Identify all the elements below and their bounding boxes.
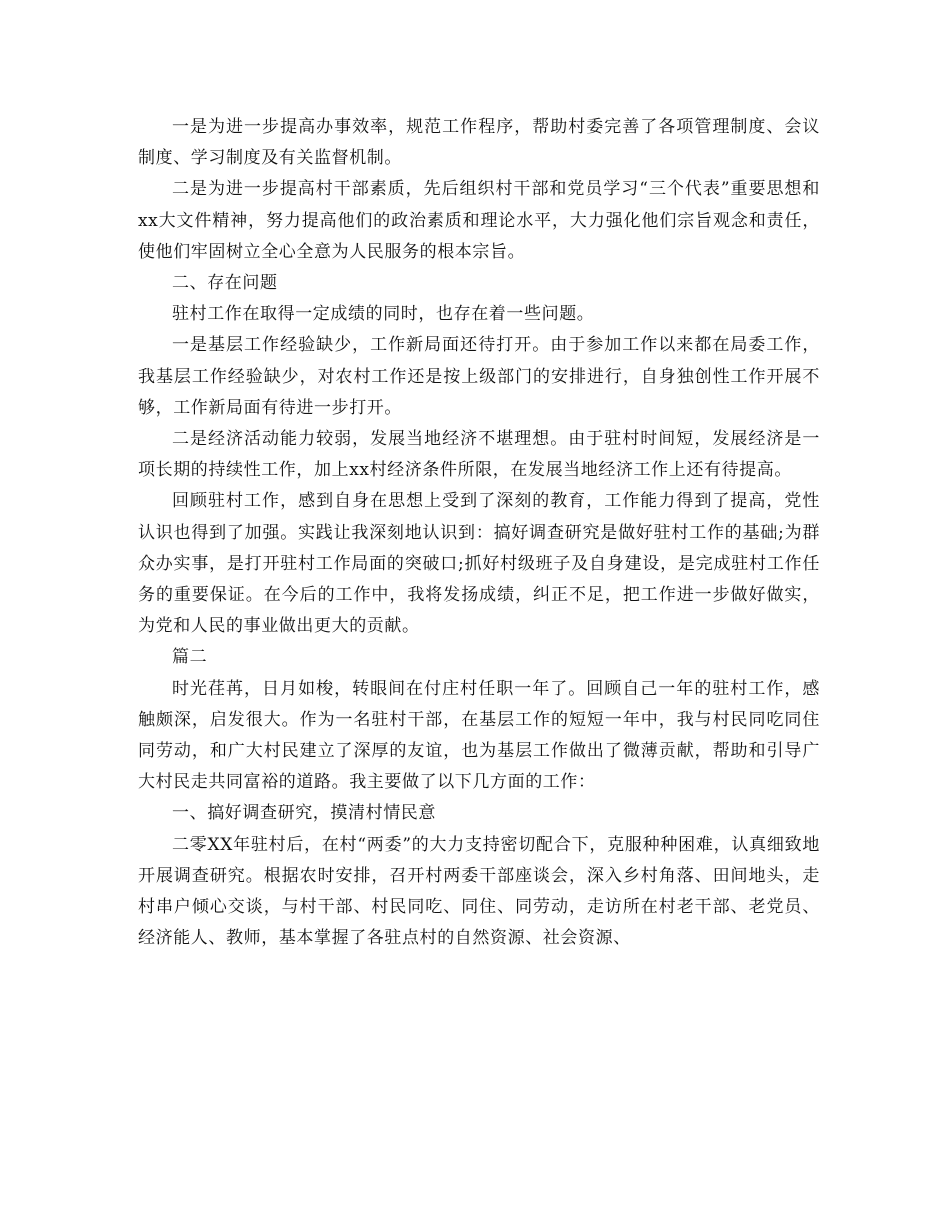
paragraph-weak-economy: 二是经济活动能力较弱，发展当地经济不堪理想。由于驻村时间短，发展经济是一项长期的持续性工作，加上xx村经济条件所限，在发展当地经济工作上还有待提高。 <box>138 429 820 481</box>
section-heading-part-two: 篇二 <box>172 647 208 668</box>
document-page <box>138 112 820 954</box>
paragraph-problems-intro: 驻村工作在取得一定成绩的同时，也存在着一些问题。 <box>172 304 595 325</box>
paragraph-review: 回顾驻村工作，感到自身在思想上受到了深刻的教育，工作能力得到了提高，党性认识也得到了加强。实践让我深刻地认识到：搞好调查研究是做好驻村工作的基础;为群众办实事，是打开驻村工作局面的突破口;抓好村级班子及自身建设，是完成驻村工作任务的重要保证。在今后的工作中，我将发扬成绩，纠正不足，把工作进一步做好做实，为党和人民的事业做出更大的贡献。 <box>138 491 820 637</box>
paragraph-one-year: 时光荏苒，日月如梭，转眼间在付庄村任职一年了。回顾自己一年的驻村工作，感触颇深，启发很大。作为一名驻村干部，在基层工作的短短一年中，我与村民同吃同住同劳动，和广大村民建立了深厚的友谊，也为基层工作做出了微薄贡献，帮助和引导广大村民走共同富裕的道路。我主要做了以下几方面的工作： <box>138 678 820 793</box>
paragraph-cadre-quality: 二是为进一步提高村干部素质，先后组织村干部和党员学习“三个代表”重要思想和xx大文件精神，努力提高他们的政治素质和理论水平，大力强化他们宗旨观念和责任，使他们牢固树立全心全意为人民服务的根本宗旨。 <box>138 179 820 262</box>
section-heading-investigation: 一、搞好调查研究，摸清村情民意 <box>172 803 436 824</box>
section-heading-problems: 二、存在问题 <box>172 273 278 294</box>
paragraph-investigation: 二零XX年驻村后，在村“两委”的大力支持密切配合下，克服种种困难，认真细致地开展调查研究。根据农时安排，召开村两委干部座谈会，深入乡村角落、田间地头，走村串户倾心交谈，与村干部、村民同吃、同住、同劳动，走访所在村老干部、老党员、经济能人、教师，基本掌握了各驻点村的自然资源、社会资源、 <box>138 834 820 949</box>
paragraph-management-system: 一是为进一步提高办事效率，规范工作程序，帮助村委完善了各项管理制度、会议制度、学习制度及有关监督机制。 <box>138 117 820 169</box>
paragraph-lack-experience: 一是基层工作经验缺少，工作新局面还待打开。由于参加工作以来都在局委工作，我基层工作经验缺少，对农村工作还是按上级部门的安排进行，自身独创性工作开展不够，工作新局面有待进一步打开。 <box>138 335 820 418</box>
